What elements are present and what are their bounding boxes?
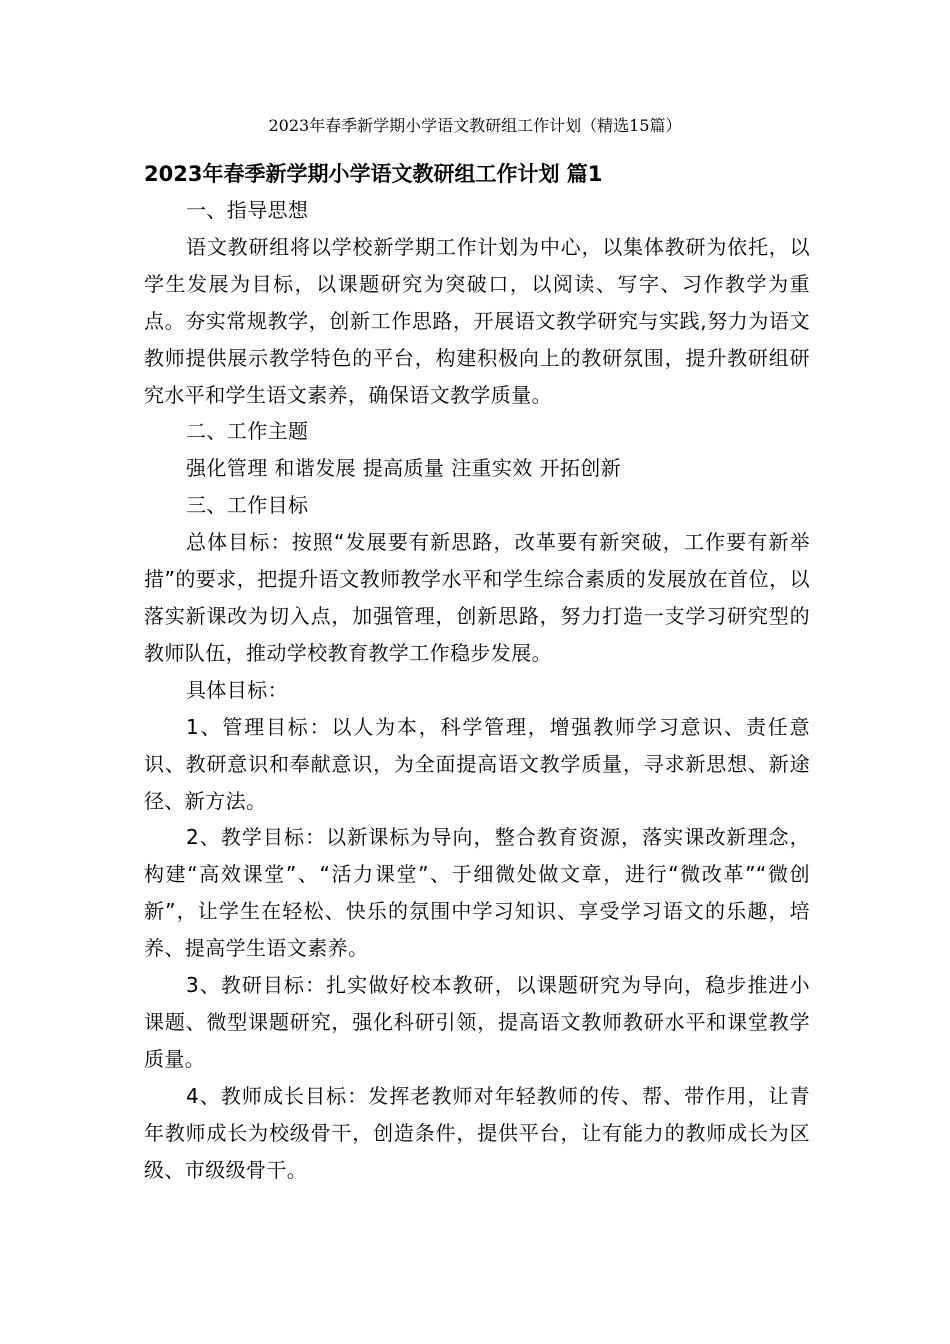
section-heading-work-goals: 三、工作目标	[186, 493, 309, 518]
article-title: 2023年春季新学期小学语文教研组工作计划 篇1	[144, 162, 603, 186]
section-heading-guiding-thought: 一、指导思想	[186, 198, 309, 222]
paragraph-management-goal: 1、管理目标：以人为本，科学管理，增强教师学习意识、责任意识、教研意识和奉献意识，为全面提高语文教学质量，寻求新思想、新途径、新方法。	[144, 714, 810, 813]
paragraph-research-goal: 3、教研目标：扎实做好校本教研，以课题研究为导向，稳步推进小课题、微型课题研究，强化科研引领，提高语文教师教研水平和课堂教学质量。	[144, 973, 810, 1071]
paragraph-overall-goal: 总体目标：按照“发展要有新思路，改革要有新突破，工作要有新举措”的要求，把提升语文教师教学水平和学生综合素质的发展放在首位，以落实新课改为切入点，加强管理，创新思路，努力打造一支学习研究型的教师队伍，推动学校教育教学工作稳步发展。	[144, 530, 810, 665]
document-header: 2023年春季新学期小学语文教研组工作计划（精选15篇）	[268, 116, 682, 135]
subheading-specific-goals: 具体目标：	[186, 677, 288, 702]
paragraph-guiding-thought: 语文教研组将以学校新学期工作计划为中心，以集体教研为依托，以学生发展为目标，以课题研究为突破口，以阅读、写字、习作教学为重点。夯实常规教学，创新工作思路，开展语文教学研究与实践,努力为语文教师提供展示教学特色的平台，构建积极向上的教研氛围，提升教研组研究水平和学生语文素养，确保语文教学质量。	[144, 234, 810, 407]
work-theme-slogan: 强化管理 和谐发展 提高质量 注重实效 开拓创新	[186, 456, 622, 481]
paragraph-teaching-goal: 2、教学目标：以新课标为导向，整合教育资源，落实课改新理念，构建“高效课堂”、“活力课堂”、于细微处做文章，进行“微改革”“微创新”，让学生在轻松、快乐的氛围中学习知识、享受学习语文的乐趣，培养、提高学生语文素养。	[144, 825, 810, 961]
section-heading-work-theme: 二、工作主题	[186, 419, 309, 444]
paragraph-teacher-growth-goal: 4、教师成长目标：发挥老教师对年轻教师的传、帮、带作用，让青年教师成长为校级骨干，创造条件，提供平台，让有能力的教师成长为区级、市级级骨干。	[144, 1083, 810, 1182]
document-body	[144, 158, 810, 1188]
